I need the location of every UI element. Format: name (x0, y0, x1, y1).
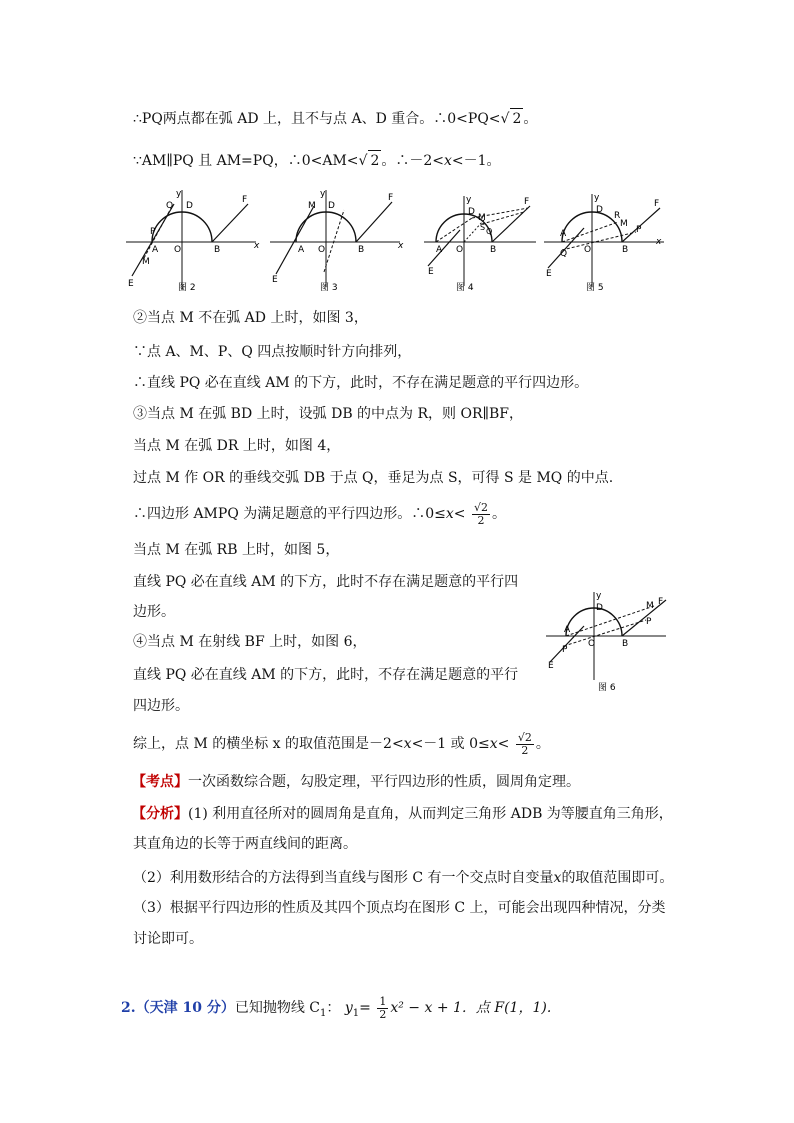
label-y: y (594, 193, 600, 203)
label-A: A (298, 245, 305, 255)
label-F: F (658, 597, 664, 607)
kaodian-text: 一次函数综合题，勾股定理，平行四边形的性质，圆周角定理。 (188, 774, 580, 790)
label-P: P (636, 225, 642, 235)
line-3: ②当点 M 不在弧 AD 上时，如图 3， (133, 310, 368, 326)
label-E: E (428, 267, 434, 277)
fenxi-text: (1) 利用直径所对的圆周角是直角，从而判定三角形 ADB 为等腰直角三角形， (188, 806, 673, 822)
label-B: B (358, 245, 365, 255)
var-x: x (445, 506, 454, 522)
question-2 (121, 994, 551, 1028)
line-11: 直线 PQ 必在直线 AM 的下方，此时不存在满足题意的平行四 (133, 574, 519, 590)
colon: ： (326, 1000, 341, 1016)
label-E: E (272, 275, 278, 285)
label-F: F (388, 193, 394, 203)
line-14: 直线 PQ 必在直线 AM 的下方，此时，不存在满足题意的平行 (133, 667, 519, 683)
fenxi-item-2 (133, 868, 673, 888)
label-Q: Q (560, 249, 568, 259)
figure-2 (122, 186, 262, 296)
line-4: ∵点 A、M、P、Q 四点按顺时针方向排列， (133, 344, 412, 360)
line-10: 当点 M 在弧 RB 上时，如图 5， (133, 542, 340, 558)
sqrt-symbol: √ (473, 500, 481, 514)
var-x: x (403, 736, 412, 752)
label-A: A (564, 625, 571, 635)
label-y: y (320, 189, 326, 199)
label-P-lower: P (562, 645, 568, 655)
label-M: M (646, 601, 654, 611)
sqrt-2: 2 (510, 108, 523, 129)
label-P: P (646, 617, 652, 627)
line-16 (133, 730, 550, 758)
label-A: A (436, 245, 443, 255)
label-D: D (328, 201, 335, 211)
label-D: D (186, 201, 193, 211)
label-D: D (468, 207, 475, 217)
question-2-tag: 2.（天津 10 分） (121, 1000, 235, 1016)
var-x: x (553, 870, 562, 886)
var-x: x (489, 736, 498, 752)
label-E: E (128, 279, 134, 289)
fraction-1-over-2 (377, 996, 388, 1021)
denominator: 2 (521, 743, 529, 757)
figure-5 (540, 186, 670, 296)
line-6: ③当点 M 在弧 BD 上时，设弧 DB 的中点为 R，则 OR∥BF， (133, 406, 523, 422)
label-x: x (254, 241, 260, 251)
question-2-rest: x² − x + 1．点 F(1，1). (390, 1000, 552, 1016)
figure-3 (266, 186, 406, 296)
fraction-sqrt2-over-2 (472, 502, 490, 527)
fenxi-item-3: （3）根据平行四边形的性质及其四个顶点均在图形 C 上，可能会出现四种情况，分类 (133, 900, 666, 916)
figure-3-caption: 图 3 (320, 283, 338, 293)
numerator: 1 (379, 994, 387, 1008)
figure-6-caption: 图 6 (598, 683, 616, 693)
line-2-mid: 。∴－2< (381, 153, 444, 169)
label-B: B (622, 245, 629, 255)
denominator: 2 (379, 1007, 387, 1021)
label-A: A (560, 229, 567, 239)
label-E: E (546, 269, 552, 279)
line-8: 过点 M 作 OR 的垂线交弧 DB 于点 Q，垂足为点 S，可得 S 是 MQ 的中点. (133, 470, 614, 486)
sqrt-symbol: √ (358, 153, 368, 169)
line-13: ④当点 M 在射线 BF 上时，如图 6， (133, 634, 367, 650)
line-12: 边形。 (133, 604, 175, 620)
label-R: R (614, 211, 621, 221)
label-F: F (654, 199, 660, 209)
line-2-text: ∵AM∥PQ 且 AM=PQ，∴0<AM< (133, 153, 359, 169)
label-O: O (318, 245, 326, 255)
label-P: P (150, 227, 156, 237)
figure-4-caption: 图 4 (456, 283, 474, 293)
subscript-1: 1 (352, 1007, 360, 1019)
var-y: y (344, 1000, 353, 1016)
fenxi-item-2-end: 的取值范围即可。 (561, 870, 674, 886)
fenxi-line-2: 其直角边的长等于两直线间的距离。 (133, 836, 357, 852)
label-S: S (480, 223, 486, 232)
equals: = (359, 1000, 371, 1016)
kaodian-tag: 【考点】 (132, 774, 188, 790)
kaodian-line (132, 772, 580, 792)
label-E: E (548, 661, 554, 671)
fraction-sqrt2-over-2 (516, 732, 534, 757)
less-than: < (497, 736, 510, 752)
denominator: 2 (477, 513, 485, 527)
line-9-text: ∴四边形 AMPQ 为满足题意的平行四边形。∴0≤ (133, 506, 446, 522)
line-7: 当点 M 在弧 DR 上时，如图 4， (133, 438, 341, 454)
label-y: y (466, 195, 472, 205)
label-F: F (242, 195, 248, 205)
line-16-text: 综上，点 M 的横坐标 x 的取值范围是－2< (133, 736, 404, 752)
numerator: 2 (524, 730, 532, 744)
figure-6 (542, 590, 672, 695)
line-5: ∴直线 PQ 必在直线 AM 的下方，此时，不存在满足题意的平行四边形。 (133, 375, 589, 391)
fenxi-tag: 【分析】 (132, 806, 188, 822)
line-16-end: 。 (535, 736, 550, 752)
sqrt-symbol: √ (517, 730, 525, 744)
sqrt-symbol: √ (500, 111, 510, 127)
figure-5-caption: 图 5 (586, 283, 604, 293)
question-2-text: 已知抛物线 C (234, 1000, 321, 1016)
label-F: F (524, 197, 530, 207)
label-Q: Q (166, 201, 174, 211)
label-M: M (308, 201, 316, 211)
label-D: D (596, 205, 603, 215)
label-O: O (588, 639, 596, 649)
label-B: B (622, 639, 629, 649)
fenxi-item-3b: 讨论即可。 (133, 931, 203, 947)
label-D: D (596, 603, 603, 613)
label-x: x (398, 241, 404, 251)
label-Q: Q (486, 227, 493, 236)
line-16-mid: <－1 或 0≤ (411, 736, 490, 752)
line-9 (133, 500, 506, 528)
line-15: 四边形。 (133, 698, 189, 714)
fenxi-line (132, 804, 673, 824)
label-O: O (174, 245, 182, 255)
label-B: B (490, 245, 497, 255)
line-1-text: ∴PQ两点都在弧 AD 上，且不与点 A、D 重合。∴0<PQ< (133, 111, 501, 127)
line-2-end: <－1。 (451, 153, 501, 169)
fenxi-item-2-text: （2）利用数形结合的方法得到当直线与图形 C 有一个交点时自变量 (133, 870, 554, 886)
label-O: O (456, 245, 464, 255)
label-B: B (214, 245, 221, 255)
figure-4 (420, 186, 540, 296)
label-y: y (176, 189, 182, 199)
subscript-1: 1 (320, 1007, 327, 1019)
sqrt-2: 2 (368, 150, 381, 171)
label-x: x (656, 237, 662, 247)
line-1 (133, 108, 537, 129)
numerator: 2 (481, 500, 488, 514)
label-M: M (142, 257, 150, 267)
label-O: O (584, 245, 592, 255)
line-9-end: 。 (492, 506, 506, 522)
label-M: M (478, 213, 486, 223)
var-x: x (444, 153, 452, 169)
label-y: y (596, 591, 602, 601)
line-2 (133, 150, 501, 171)
label-A: A (152, 245, 159, 255)
label-M: M (620, 219, 628, 229)
less-than: < (453, 506, 466, 522)
figure-2-caption: 图 2 (178, 283, 196, 293)
line-1-end: 。 (523, 111, 538, 127)
